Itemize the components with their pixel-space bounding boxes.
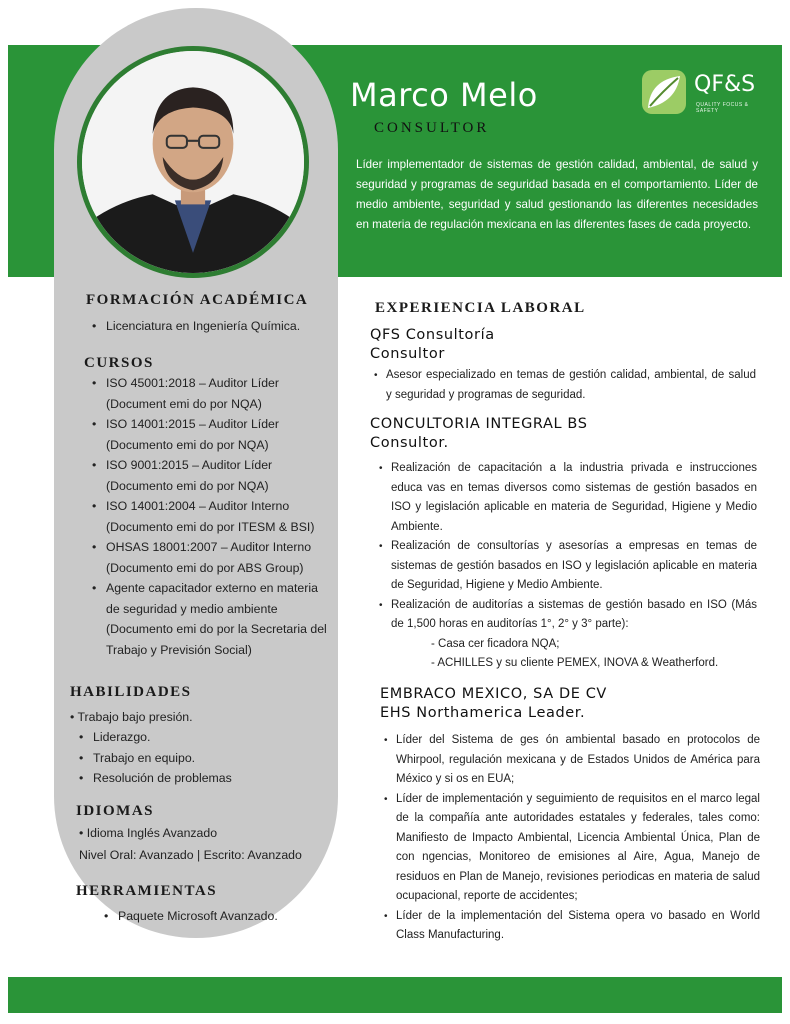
job-2-list (379, 459, 757, 674)
profile-photo (77, 46, 309, 278)
section-title-cursos: CURSOS (84, 355, 154, 371)
section-title-experiencia: EXPERIENCIA LABORAL (375, 300, 586, 316)
logo-tagline: QUALITY FOCUS & SAFETY (696, 102, 749, 114)
company-logo (640, 66, 770, 118)
list-item: • ISO 45001:2018 – Auditor Líder (Document emi do por NQA) (92, 373, 330, 414)
logo-text: QF&S (694, 72, 756, 97)
list-item: • Agente capacitador externo en materia de seguridad y medio ambiente (Documento emi do por la Secretaria del Trabajo y Previsión Social) (92, 578, 330, 660)
idiomas-line1: • Idioma Inglés Avanzado (79, 826, 218, 840)
list-item: • ISO 14001:2015 – Auditor Líder (Documento emi do por NQA) (92, 414, 330, 455)
person-role: CONSULTOR (374, 120, 490, 136)
job-role-1: Consultor (370, 346, 445, 362)
list-item: • Asesor especializado en temas de gestión calidad, ambiental, de salud y seguridad y programas de seguridad. (374, 366, 756, 405)
list-item: • Realización de consultorías y asesorías a empresas en temas de sistemas de gestión basados en ISO y legislación aplicable en materia de Seguridad, Higiene y Medio Ambiente. (379, 537, 757, 596)
portrait-image (82, 51, 304, 273)
section-title-idiomas: IDIOMAS (76, 803, 155, 819)
list-item: • Trabajo en equipo. (79, 748, 329, 769)
habilidades-first: • Trabajo bajo presión. (70, 710, 193, 724)
job-company-2: CONCULTORIA INTEGRAL BS (370, 416, 588, 432)
formacion-list (92, 316, 332, 337)
job-3-list (384, 731, 760, 946)
person-name: Marco Melo (350, 76, 538, 114)
herramientas-list (104, 906, 324, 927)
job-company-3: EMBRACO MEXICO, SA DE CV (380, 686, 607, 702)
job-role-3: EHS Northamerica Leader. (380, 705, 586, 721)
job-company-1: QFS Consultoría (370, 327, 495, 343)
habilidades-list (79, 727, 329, 789)
cursos-list (92, 373, 330, 660)
list-item: • Líder de la implementación del Sistema opera vo basado en World Class Manufacturing. (384, 907, 760, 946)
list-item: • ISO 9001:2015 – Auditor Líder (Documento emi do por NQA) (92, 455, 330, 496)
list-item: • Realización de capacitación a la industria privada e instrucciones educa vas en temas diversos como sistemas de gestión basados en ISO y legislación aplicable en materia de Seguridad, Higiene y Medio Ambiente. (379, 459, 757, 537)
section-title-habilidades: HABILIDADES (70, 684, 192, 700)
list-item: • Licenciatura en Ingeniería Química. (92, 316, 332, 337)
leaf-logo-icon (640, 68, 688, 116)
list-item: • ISO 14001:2004 – Auditor Interno (Documento emi do por ITESM & BSI) (92, 496, 330, 537)
list-item: • Realización de auditorías a sistemas de gestión basado en ISO (Más de 1,500 horas en auditorías 1°, 2° y 3° parte): (379, 596, 757, 635)
footer-band (8, 977, 782, 1013)
section-title-herramientas: HERRAMIENTAS (76, 883, 218, 899)
list-item: • Resolución de problemas (79, 768, 329, 789)
sublist-item: - ACHILLES y su cliente PEMEX, INOVA & Weatherford. (431, 657, 719, 669)
profile-summary: Líder implementador de sistemas de gestión calidad, ambiental, de salud y seguridad y programas de seguridad basada en el comportamiento. Líder de medio ambiente, seguridad y salud gestionando las diferentes necesidades en materia de regulación mexicana en las diferentes fases de cada proyecto. (356, 158, 758, 231)
job-role-2: Consultor. (370, 435, 449, 451)
list-item: • Líder de implementación y seguimiento de requisitos en el marco legal de la compañía ante autoridades estatales y federales, tales como: Manifiesto de Impacto Ambiental, Licencia Ambiental Única, Plan de con ngencias, Monitoreo de emisiones al Aire, Agua, Manejo de residuos en Plan de Manejo, revisiones periodicas en materia de salud ocupacional, reporte de accidentes; (384, 790, 760, 907)
sublist-item: - Casa cer ficadora NQA; (431, 637, 560, 650)
list-item: • Liderazgo. (79, 727, 329, 748)
list-item: • Líder del Sistema de ges ón ambiental basado en protocolos de Whirpool, regulación mexicana y de Estados Unidos de América para México y si os en EUA; (384, 731, 760, 790)
idiomas-line2: Nivel Oral: Avanzado | Escrito: Avanzado (79, 848, 302, 862)
job-1-list (374, 366, 756, 405)
section-title-formacion: FORMACIÓN ACADÉMICA (86, 292, 309, 308)
list-item: • Paquete Microsoft Avanzado. (104, 906, 324, 927)
list-item: • OHSAS 18001:2007 – Auditor Interno (Documento emi do por ABS Group) (92, 537, 330, 578)
